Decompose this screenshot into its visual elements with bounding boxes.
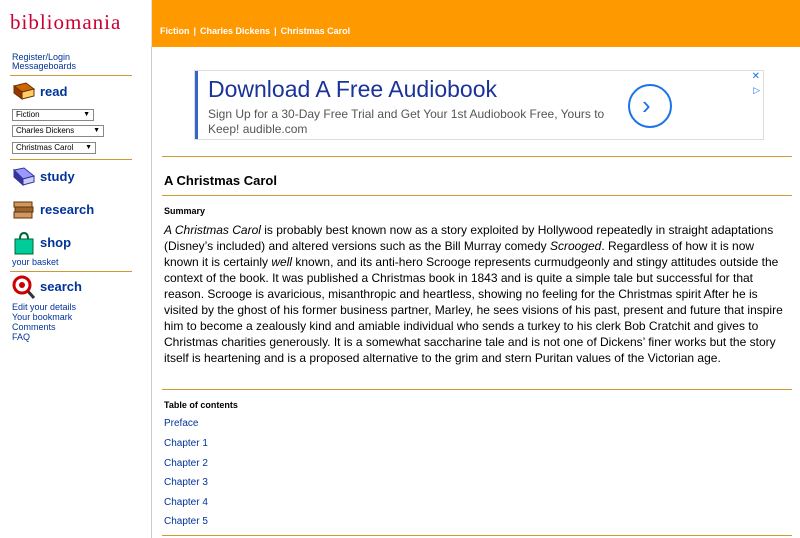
ad-accent-bar bbox=[195, 71, 198, 139]
toc-link-chapter-5[interactable]: Chapter 5 bbox=[164, 516, 208, 527]
sidebar-item-read[interactable] bbox=[12, 80, 132, 104]
research-books-icon bbox=[12, 198, 36, 222]
ad-title[interactable]: Download A Free Audiobook bbox=[208, 76, 497, 102]
comments-link[interactable]: Comments bbox=[12, 322, 56, 332]
ad-choices-icon[interactable]: ▷ bbox=[753, 85, 760, 95]
top-bar bbox=[152, 0, 800, 47]
ad-body bbox=[208, 107, 618, 137]
summary-film-title: Scrooged bbox=[549, 239, 602, 253]
toc-link-preface[interactable]: Preface bbox=[164, 418, 199, 429]
content-divider bbox=[162, 156, 792, 157]
category-select-value: Fiction bbox=[16, 110, 40, 119]
shopping-bag-icon bbox=[12, 231, 36, 255]
toc-link-chapter-4[interactable]: Chapter 4 bbox=[164, 497, 208, 508]
breadcrumb-separator: | bbox=[193, 26, 197, 36]
book-icon bbox=[12, 80, 36, 104]
breadcrumb-separator: | bbox=[274, 26, 277, 36]
ad-body-text: Sign Up for a 30-Day Free Trial and Get Your 1st Audiobook Free, Yours to Keep! bbox=[208, 107, 605, 136]
sidebar-item-shop[interactable] bbox=[12, 231, 132, 255]
edit-details-link[interactable]: Edit your details bbox=[12, 302, 77, 312]
title-select[interactable] bbox=[12, 142, 96, 154]
toc-heading: Table of contents bbox=[164, 400, 238, 410]
summary-emphasis: well bbox=[271, 255, 293, 269]
ad-close-icon[interactable]: ✕ bbox=[751, 71, 760, 82]
toc-link-chapter-1[interactable]: Chapter 1 bbox=[164, 438, 208, 449]
sidebar-item-search[interactable] bbox=[12, 275, 132, 299]
sidebar-divider bbox=[10, 159, 132, 160]
author-select-value: Charles Dickens bbox=[16, 126, 75, 135]
magnifier-icon bbox=[12, 275, 36, 299]
sidebar-item-study[interactable] bbox=[12, 165, 132, 189]
audiobook-ad[interactable] bbox=[194, 70, 764, 140]
content-divider bbox=[162, 195, 792, 196]
messageboards-link[interactable]: Messageboards bbox=[12, 61, 77, 71]
chevron-right-icon: › bbox=[642, 90, 651, 120]
summary-part-2: . Regardless of how it is now known it is certainly bbox=[164, 239, 755, 269]
breadcrumb bbox=[160, 26, 350, 36]
read-label: read bbox=[40, 84, 68, 99]
ad-arrow-button[interactable] bbox=[628, 84, 672, 128]
sidebar-divider bbox=[10, 271, 132, 272]
chevron-down-icon: ▼ bbox=[83, 111, 90, 118]
summary-part-3: known, and its anti-hero Scrooge represents curmudgeonly and stingy attitudes outside the context of the book. It was published a Christmas book in 1843 and is quite a simple tale but successful for that reason. Scrooge is avaricious, misanthropic and heartless, showing no feeling for the Christmas spirit After he is visited by the ghost of his former business partner, Marley, he sees visions of his past, present and future that inspire him to become a zealously kind and amiable individual who sends a turkey to his clerk Bob Cratchit and gives to Christmas charities generously. It is a somewhat saccharine tale and is not one of Dickens’ finer works but the story itself is heartening and is a proposed alternative to the grim and stern Puritan values of the Victorian age. bbox=[164, 255, 783, 365]
content-divider bbox=[162, 535, 792, 536]
title-select-value: Christmas Carol bbox=[16, 143, 74, 152]
logo-area[interactable] bbox=[0, 0, 152, 47]
summary-part-1: is probably best known now as a story exploited by Hollywood repeatedly in straight adaptations (Disney’s included) and altered versions such as the Bill Murray comedy bbox=[164, 223, 774, 253]
study-label: study bbox=[40, 169, 75, 184]
research-label: research bbox=[40, 202, 95, 217]
faq-link[interactable]: FAQ bbox=[12, 332, 31, 342]
search-label: search bbox=[40, 279, 82, 294]
chevron-down-icon: ▼ bbox=[85, 144, 92, 151]
breadcrumb-charles-dickens[interactable]: Charles Dickens bbox=[200, 26, 271, 36]
your-basket-link[interactable]: your basket bbox=[12, 257, 59, 267]
author-select[interactable] bbox=[12, 125, 104, 137]
site-logo[interactable] bbox=[10, 10, 121, 35]
breadcrumb-christmas-carol[interactable]: Christmas Carol bbox=[280, 26, 351, 36]
breadcrumb-fiction[interactable]: Fiction bbox=[160, 26, 190, 36]
toc-link-chapter-3[interactable]: Chapter 3 bbox=[164, 477, 208, 488]
summary-heading: Summary bbox=[164, 206, 206, 216]
shop-label: shop bbox=[40, 235, 72, 250]
content-divider bbox=[162, 389, 792, 390]
summary-text bbox=[164, 222, 792, 366]
register-login-link[interactable]: Register/Login bbox=[12, 52, 71, 62]
chevron-down-icon: ▼ bbox=[93, 127, 100, 134]
summary-book-title: A Christmas Carol bbox=[164, 223, 261, 237]
logo-text: bibliomania bbox=[10, 10, 122, 34]
ad-domain: audible.com bbox=[242, 122, 308, 136]
your-bookmark-link[interactable]: Your bookmark bbox=[12, 312, 73, 322]
page-title: A Christmas Carol bbox=[164, 173, 277, 188]
toc-link-chapter-2[interactable]: Chapter 2 bbox=[164, 458, 208, 469]
sidebar bbox=[0, 47, 152, 538]
study-book-icon bbox=[12, 165, 36, 189]
category-select[interactable] bbox=[12, 109, 94, 121]
sidebar-divider bbox=[10, 75, 132, 76]
sidebar-item-research[interactable] bbox=[12, 198, 132, 222]
